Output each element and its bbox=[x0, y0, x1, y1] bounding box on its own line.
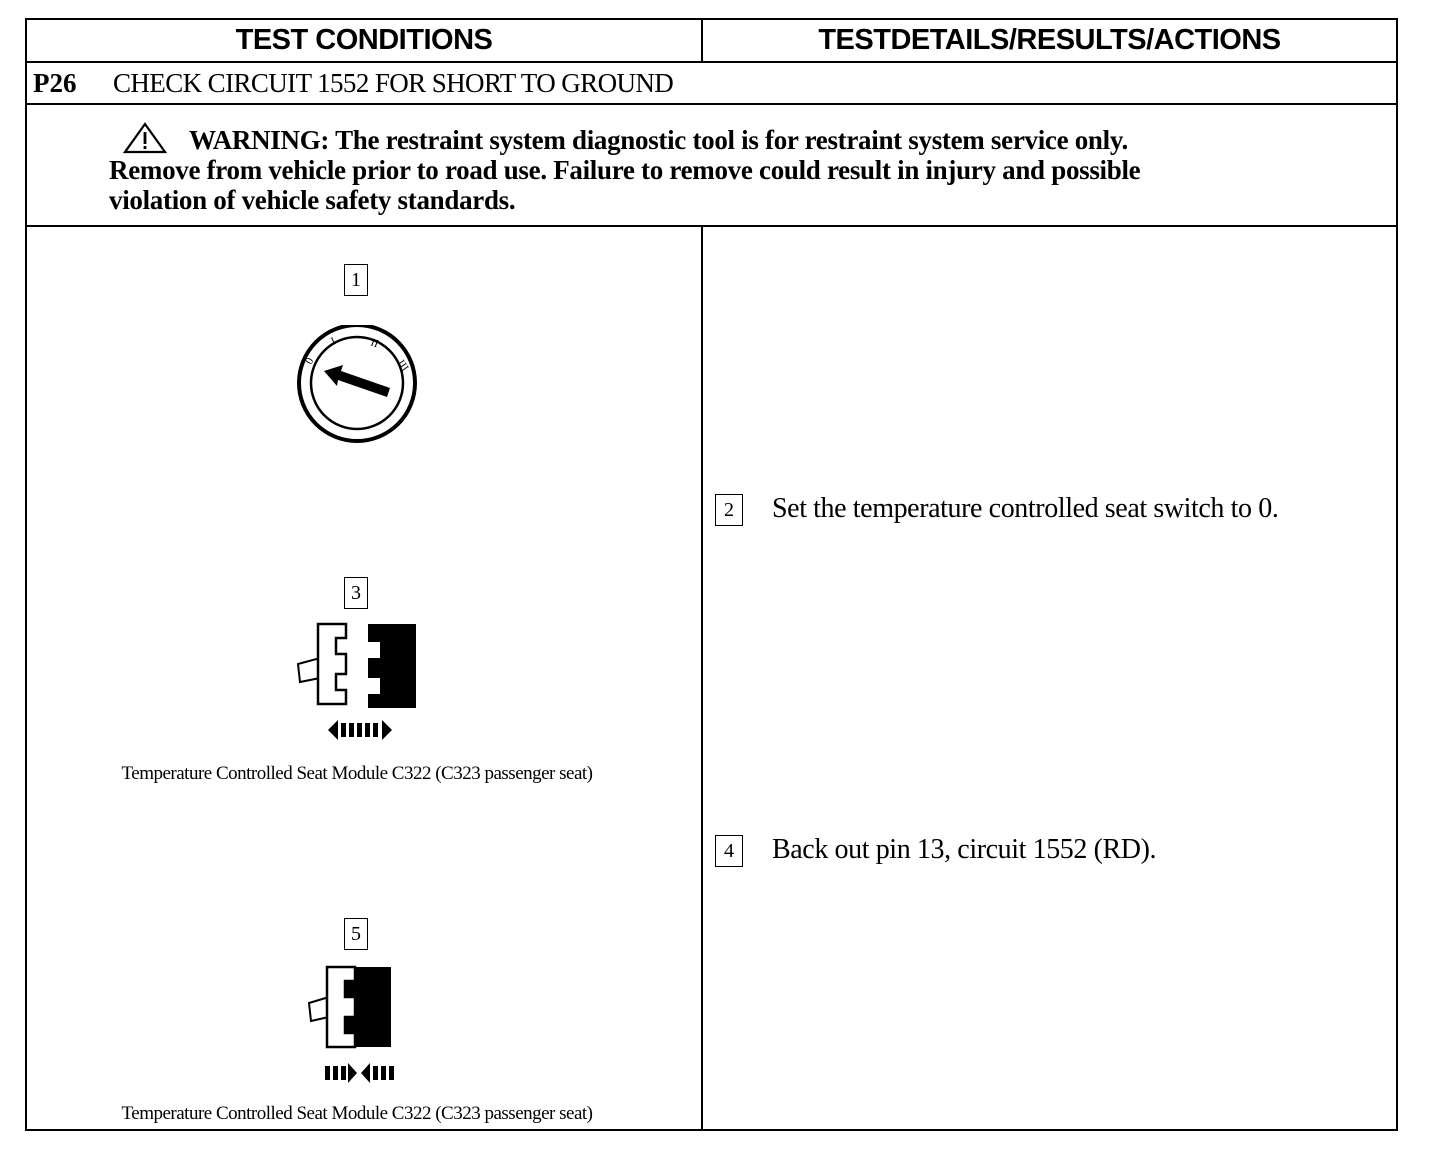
dial-label-i: I bbox=[329, 335, 338, 348]
step-number-2: 2 bbox=[715, 494, 743, 526]
step-number-3: 3 bbox=[344, 577, 368, 609]
warning-box bbox=[27, 105, 1396, 227]
warning-text bbox=[109, 125, 1349, 215]
step-id: P26 bbox=[33, 67, 77, 98]
action-step-2: Set the temperature controlled seat switch to 0. bbox=[772, 493, 1279, 524]
connector-disconnect-icon bbox=[292, 620, 422, 745]
header-test-details: TESTDETAILS/RESULTS/ACTIONS bbox=[703, 20, 1396, 63]
step-title: CHECK CIRCUIT 1552 FOR SHORT TO GROUND bbox=[113, 67, 674, 98]
warning-line-3: violation of vehicle safety standards. bbox=[109, 185, 516, 215]
step-heading bbox=[27, 63, 1396, 105]
caption-step-5: Temperature Controlled Seat Module C322 (C323 passenger seat) bbox=[121, 1103, 593, 1124]
step-number-5: 5 bbox=[344, 918, 368, 950]
dial-label-ii: II bbox=[368, 336, 380, 351]
header-test-conditions: TEST CONDITIONS bbox=[27, 20, 703, 63]
dial-label-iii: III bbox=[394, 357, 411, 374]
action-step-4: Back out pin 13, circuit 1552 (RD). bbox=[772, 834, 1157, 865]
warning-line-2: Remove from vehicle prior to road use. Failure to remove could result in injury and possible bbox=[109, 155, 1141, 185]
step-number-4: 4 bbox=[715, 835, 743, 867]
ignition-switch-off-icon bbox=[293, 325, 423, 445]
connector-connect-icon bbox=[305, 963, 415, 1088]
test-table bbox=[25, 18, 1398, 1131]
step-number-1: 1 bbox=[344, 264, 368, 296]
caption-step-3: Temperature Controlled Seat Module C322 (C323 passenger seat) bbox=[121, 763, 593, 784]
warning-line-1: WARNING: The restraint system diagnostic tool is for restraint system service only. bbox=[189, 125, 1129, 155]
column-divider bbox=[701, 227, 703, 1131]
dial-label-0: 0 bbox=[303, 355, 317, 367]
